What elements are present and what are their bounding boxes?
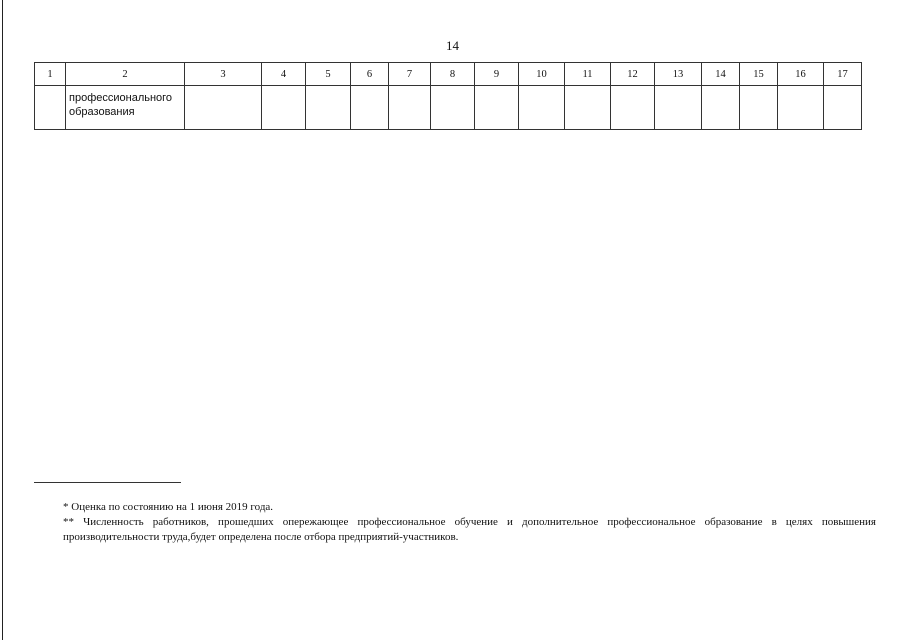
footnotes	[63, 500, 876, 545]
table-cell-empty	[389, 86, 431, 130]
table-cell-empty	[351, 86, 389, 130]
column-number-cell: 4	[262, 63, 306, 86]
column-number-cell: 14	[702, 63, 740, 86]
column-number-cell: 3	[185, 63, 262, 86]
table-header-row	[35, 63, 862, 86]
column-number-cell: 7	[389, 63, 431, 86]
table-cell-empty	[655, 86, 702, 130]
cell-text-line: профессионального	[69, 92, 173, 104]
table-cell-empty	[431, 86, 475, 130]
column-number-cell: 10	[519, 63, 565, 86]
table-cell-empty	[35, 86, 66, 130]
column-number-cell: 16	[778, 63, 824, 86]
table-cell-empty	[778, 86, 824, 130]
page-left-edge-line	[2, 0, 3, 640]
column-number-cell: 6	[351, 63, 389, 86]
table-cell-empty	[306, 86, 351, 130]
footnote-1: * Оценка по состоянию на 1 июня 2019 года.	[63, 501, 274, 513]
column-number-cell: 13	[655, 63, 702, 86]
table-cell-empty	[475, 86, 519, 130]
page-number: 14	[446, 38, 459, 53]
table-cell-empty	[519, 86, 565, 130]
table-cell-description	[66, 86, 185, 130]
footnote-separator	[34, 482, 181, 483]
column-number-cell: 12	[611, 63, 655, 86]
column-number-cell: 2	[66, 63, 185, 86]
column-number-cell: 17	[824, 63, 862, 86]
column-number-cell: 9	[475, 63, 519, 86]
column-number-cell: 5	[306, 63, 351, 86]
table-cell-empty	[611, 86, 655, 130]
data-table	[34, 62, 862, 130]
table-row	[35, 86, 862, 130]
footnote-2: ** Численность работников, прошедших опережающее профессиональное обучение и дополнительное профессиональное образование в целях повышения производительности труда,будет определена после отбора предприятий-участников.	[63, 516, 876, 543]
cell-text-line: образования	[69, 106, 135, 118]
column-number-cell: 15	[740, 63, 778, 86]
table-cell-empty	[740, 86, 778, 130]
column-number-cell: 8	[431, 63, 475, 86]
table-cell-empty	[185, 86, 262, 130]
column-number-cell: 1	[35, 63, 66, 86]
table-cell-empty	[824, 86, 862, 130]
table-cell-empty	[262, 86, 306, 130]
table-cell-empty	[702, 86, 740, 130]
column-number-cell: 11	[565, 63, 611, 86]
table-cell-empty	[565, 86, 611, 130]
